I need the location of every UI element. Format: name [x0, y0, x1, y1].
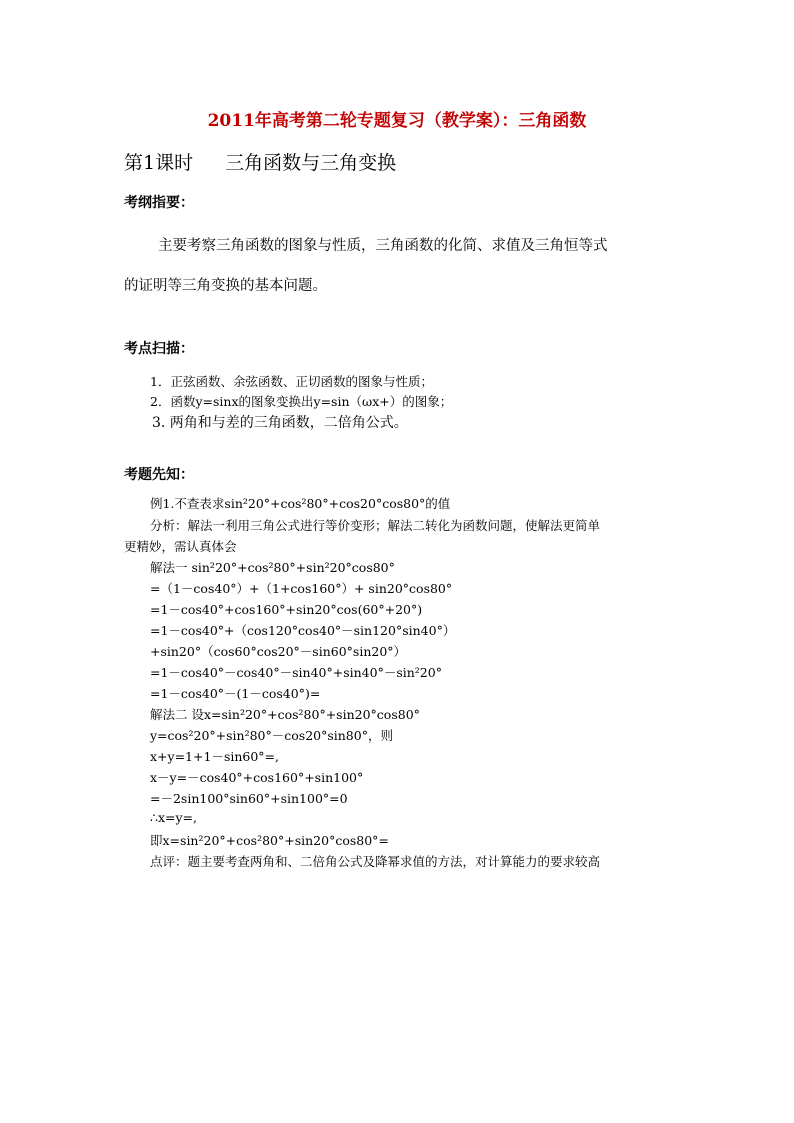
solution1-line-6: =1－cos40°－cos40°－sin40°+sin40°－sin²20°	[150, 665, 442, 680]
comment-line: 点评：题主要考查两角和、二倍角公式及降幂求值的方法，对计算能力的要求较高	[150, 854, 601, 869]
lesson-title: 三角函数与三角变换	[225, 152, 397, 174]
scan-item-3: 3. 两角和与差的三角函数，二倍角公式。	[152, 415, 408, 431]
document-title: 2011年高考第二轮专题复习（教学案）：三角函数	[207, 111, 587, 131]
outline-heading: 考纲指要：	[124, 195, 194, 211]
lesson-header	[124, 148, 396, 175]
lesson-number: 第1课时	[124, 152, 194, 174]
solution2-line-6: ∴x=y=,	[150, 810, 197, 825]
analysis-line-2: 更精妙，需认真体会	[124, 539, 237, 554]
solution1-line-3: =1－cos40°+cos160°+sin20°cos(60°+20°)	[150, 602, 423, 617]
solution2-line-1: 解法二 设x=sin²20°+cos²80°+sin20°cos80°	[150, 707, 420, 722]
preview-heading: 考题先知：	[124, 467, 194, 483]
solution2-line-3: x+y=1+1－sin60°=,	[150, 749, 280, 764]
scan-item-2: 2．函数y=sinx的图象变换出y=sin（ωx+）的图象；	[150, 394, 453, 409]
solution1-line-1: 解法一 sin²20°+cos²80°+sin²20°cos80°	[150, 560, 395, 575]
solution1-line-4: =1－cos40°+（cos120°cos40°－sin120°sin40°）	[150, 623, 456, 638]
analysis-line-1: 分析：解法一利用三角公式进行等价变形；解法二转化为函数问题，使解法更简单	[150, 518, 601, 533]
solution2-line-5: =－2sin100°sin60°+sin100°=0	[150, 791, 348, 806]
solution1-line-5: +sin20°（cos60°cos20°－sin60°sin20°）	[150, 644, 407, 659]
solution2-line-4: x－y=－cos40°+cos160°+sin100°	[150, 770, 364, 785]
solution1-line-7: =1－cos40°－(1－cos40°)=	[150, 686, 321, 701]
outline-paragraph-line-1: 主要考察三角函数的图象与性质，三角函数的化简、求值及三角恒等式	[158, 238, 608, 254]
solution2-line-7: 即x=sin²20°+cos²80°+sin20°cos80°=	[150, 833, 389, 848]
scan-item-1: 1．正弦函数、余弦函数、正切函数的图象与性质；	[150, 374, 433, 389]
scan-heading: 考点扫描：	[124, 341, 194, 357]
solution2-line-2: y=cos²20°+sin²80°－cos20°sin80°，则	[150, 728, 393, 743]
solution1-line-2: =（1－cos40°）+（1+cos160°）+ sin20°cos80°	[150, 581, 453, 596]
example-statement: 例1.不查表求sin²20°+cos²80°+cos20°cos80°的值	[150, 496, 451, 511]
outline-paragraph-line-2: 的证明等三角变换的基本问题。	[124, 278, 327, 294]
